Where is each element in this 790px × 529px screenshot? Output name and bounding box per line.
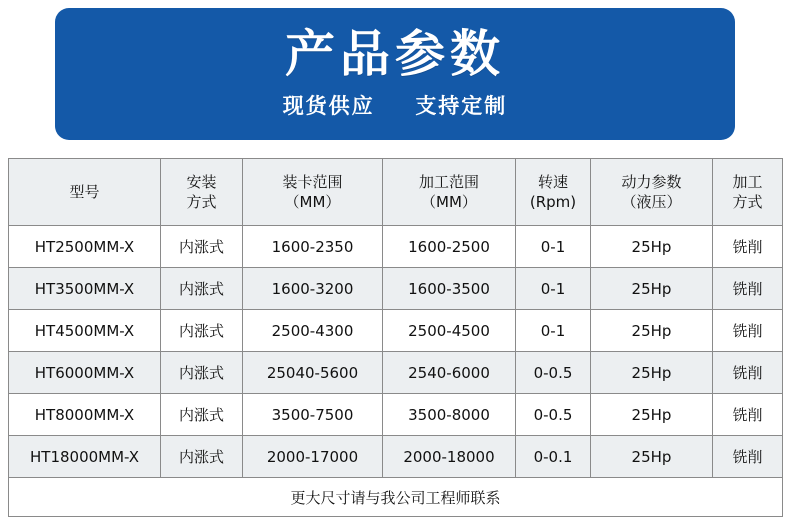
column-header-machining-method-line1: 加工 <box>732 172 763 191</box>
column-header-clamping-range-line2: （MM） <box>284 193 341 211</box>
spec-table-body <box>9 226 783 478</box>
column-header-speed-line1: 转速 <box>537 172 568 191</box>
cell-model: HT3500MM-X <box>9 268 161 310</box>
column-header-mounting-line1: 安装 <box>186 172 217 191</box>
cell-mounting: 内涨式 <box>161 352 243 394</box>
cell-machining-method: 铣削 <box>713 394 783 436</box>
spec-table <box>8 158 783 517</box>
cell-power: 25Hp <box>591 226 713 268</box>
table-row <box>9 436 783 478</box>
cell-model: HT2500MM-X <box>9 226 161 268</box>
cell-clamping-range: 2000-17000 <box>243 436 383 478</box>
cell-clamping-range: 2500-4300 <box>243 310 383 352</box>
cell-machining-method: 铣削 <box>713 436 783 478</box>
banner-title: 产品参数 <box>285 24 505 83</box>
cell-speed: 0-0.5 <box>516 352 591 394</box>
cell-machining-range: 1600-3500 <box>383 268 516 310</box>
cell-power: 25Hp <box>591 268 713 310</box>
table-row <box>9 226 783 268</box>
cell-speed: 0-0.1 <box>516 436 591 478</box>
cell-machining-method: 铣削 <box>713 310 783 352</box>
cell-power: 25Hp <box>591 436 713 478</box>
column-header-clamping-range <box>243 159 383 226</box>
table-header-row <box>9 159 783 226</box>
product-parameters-banner <box>55 8 735 140</box>
cell-model: HT8000MM-X <box>9 394 161 436</box>
cell-machining-range: 2540-6000 <box>383 352 516 394</box>
spec-table-head <box>9 159 783 226</box>
footer-note: 更大尺寸请与我公司工程师联系 <box>9 478 783 517</box>
cell-clamping-range: 25040-5600 <box>243 352 383 394</box>
column-header-machining-range-line1: 加工范围 <box>418 172 479 191</box>
column-header-model <box>9 159 161 226</box>
column-header-clamping-range-line1: 装卡范围 <box>282 172 343 191</box>
banner-subtitle <box>283 90 508 120</box>
cell-machining-range: 2000-18000 <box>383 436 516 478</box>
column-header-machining-method-line2: 方式 <box>732 193 763 211</box>
cell-clamping-range: 3500-7500 <box>243 394 383 436</box>
column-header-power <box>591 159 713 226</box>
spec-table-wrapper <box>8 158 782 517</box>
cell-mounting: 内涨式 <box>161 310 243 352</box>
column-header-machining-method <box>713 159 783 226</box>
cell-speed: 0-1 <box>516 268 591 310</box>
cell-clamping-range: 1600-3200 <box>243 268 383 310</box>
cell-power: 25Hp <box>591 394 713 436</box>
table-row <box>9 268 783 310</box>
table-footer-row <box>9 478 783 517</box>
cell-machining-method: 铣削 <box>713 352 783 394</box>
spec-table-foot <box>9 478 783 517</box>
table-row <box>9 394 783 436</box>
cell-mounting: 内涨式 <box>161 268 243 310</box>
cell-machining-range: 3500-8000 <box>383 394 516 436</box>
cell-model: HT6000MM-X <box>9 352 161 394</box>
column-header-power-line1: 动力参数 <box>621 172 682 191</box>
cell-speed: 0-0.5 <box>516 394 591 436</box>
cell-machining-method: 铣削 <box>713 268 783 310</box>
cell-model: HT4500MM-X <box>9 310 161 352</box>
column-header-mounting-line2: 方式 <box>186 193 217 211</box>
column-header-model-line1: 型号 <box>69 182 100 201</box>
cell-speed: 0-1 <box>516 226 591 268</box>
table-row <box>9 310 783 352</box>
column-header-machining-range <box>383 159 516 226</box>
banner-subtitle-left: 现货供应 <box>282 94 375 119</box>
cell-mounting: 内涨式 <box>161 436 243 478</box>
column-header-power-line2: （液压） <box>621 193 682 211</box>
table-row <box>9 352 783 394</box>
cell-model: HT18000MM-X <box>9 436 161 478</box>
cell-power: 25Hp <box>591 352 713 394</box>
column-header-speed-line2: (Rpm) <box>529 193 577 211</box>
banner-subtitle-right: 支持定制 <box>415 94 508 119</box>
cell-mounting: 内涨式 <box>161 226 243 268</box>
cell-mounting: 内涨式 <box>161 394 243 436</box>
cell-speed: 0-1 <box>516 310 591 352</box>
cell-machining-method: 铣削 <box>713 226 783 268</box>
cell-clamping-range: 1600-2350 <box>243 226 383 268</box>
cell-power: 25Hp <box>591 310 713 352</box>
cell-machining-range: 2500-4500 <box>383 310 516 352</box>
cell-machining-range: 1600-2500 <box>383 226 516 268</box>
column-header-machining-range-line2: （MM） <box>421 193 477 211</box>
column-header-mounting <box>161 159 243 226</box>
column-header-speed <box>516 159 591 226</box>
